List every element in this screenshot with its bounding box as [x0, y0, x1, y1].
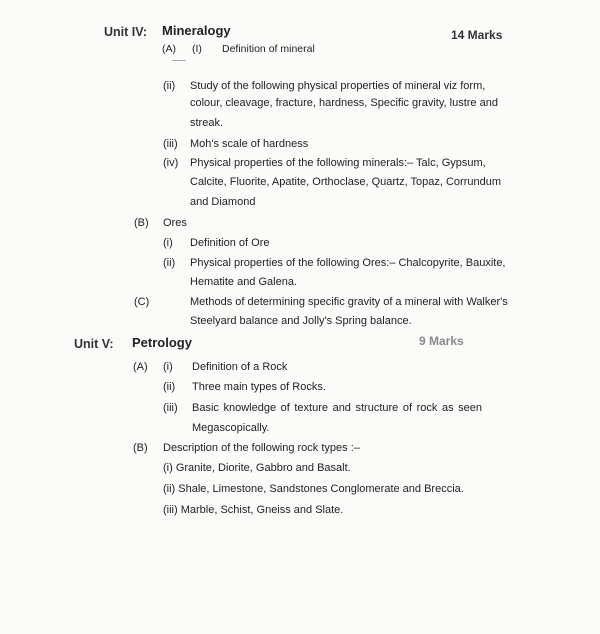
unit-5-label: Unit V:	[74, 337, 114, 351]
item-number: (ii)	[163, 80, 176, 92]
scan-mark	[172, 60, 186, 61]
item-number: (iii)	[163, 402, 178, 414]
item-text: Definition of mineral	[222, 43, 315, 55]
section-a-label: (A)	[133, 361, 148, 373]
list-item: (i) Granite, Diorite, Gabbro and Basalt.	[163, 462, 351, 474]
item-text: colour, cleavage, fracture, hardness, Specific gravity, lustre and	[190, 97, 498, 109]
item-text: Megascopically.	[192, 422, 270, 434]
item-number: (i)	[163, 361, 173, 373]
item-text: Definition of a Rock	[192, 361, 288, 373]
section-a-label: (A)	[162, 43, 176, 55]
list-item: (ii) Shale, Limestone, Sandstones Conglomerate and Breccia.	[163, 483, 464, 495]
item-text: Three main types of Rocks.	[192, 381, 326, 393]
unit-4-label: Unit IV:	[104, 25, 148, 39]
item-number: (iii)	[163, 138, 178, 150]
item-text: and Diamond	[190, 196, 256, 208]
item-text: Physical properties of the following Ores:– Chalcopyrite, Bauxite,	[190, 257, 506, 269]
item-text: Moh's scale of hardness	[190, 138, 309, 150]
item-text: Study of the following physical properties of mineral viz form,	[190, 80, 486, 92]
unit-4-marks: 14 Marks	[451, 28, 503, 42]
item-number: (i)	[163, 237, 173, 249]
item-number: (I)	[192, 43, 202, 55]
item-number: (ii)	[163, 381, 176, 393]
item-text: streak.	[190, 117, 224, 129]
section-b-label: (B)	[134, 217, 149, 229]
item-number: (iv)	[163, 157, 179, 169]
item-text: Hematite and Galena.	[190, 276, 298, 288]
unit-5-marks: 9 Marks	[419, 334, 464, 348]
item-text: Calcite, Fluorite, Apatite, Orthoclase, Quartz, Topaz, Corrundum	[190, 176, 501, 188]
section-b-intro: Description of the following rock types :–	[163, 442, 360, 454]
section-c-label: (C)	[134, 296, 150, 308]
list-item: (iii) Marble, Schist, Gneiss and Slate.	[163, 504, 344, 516]
section-b-title: Ores	[163, 217, 187, 229]
section-b-label: (B)	[133, 442, 148, 454]
item-number: (ii)	[163, 257, 176, 269]
item-text: Physical properties of the following minerals:– Talc, Gypsum,	[190, 157, 486, 169]
item-text: Definition of Ore	[190, 237, 270, 249]
item-text: Methods of determining specific gravity of a mineral with Walker's	[190, 296, 508, 308]
unit-4-title: Mineralogy	[162, 23, 231, 38]
item-text: Steelyard balance and Jolly's Spring balance.	[190, 315, 412, 327]
item-text: Basic knowledge of texture and structure of rock as seen	[192, 402, 482, 414]
unit-5-title: Petrology	[132, 335, 192, 350]
